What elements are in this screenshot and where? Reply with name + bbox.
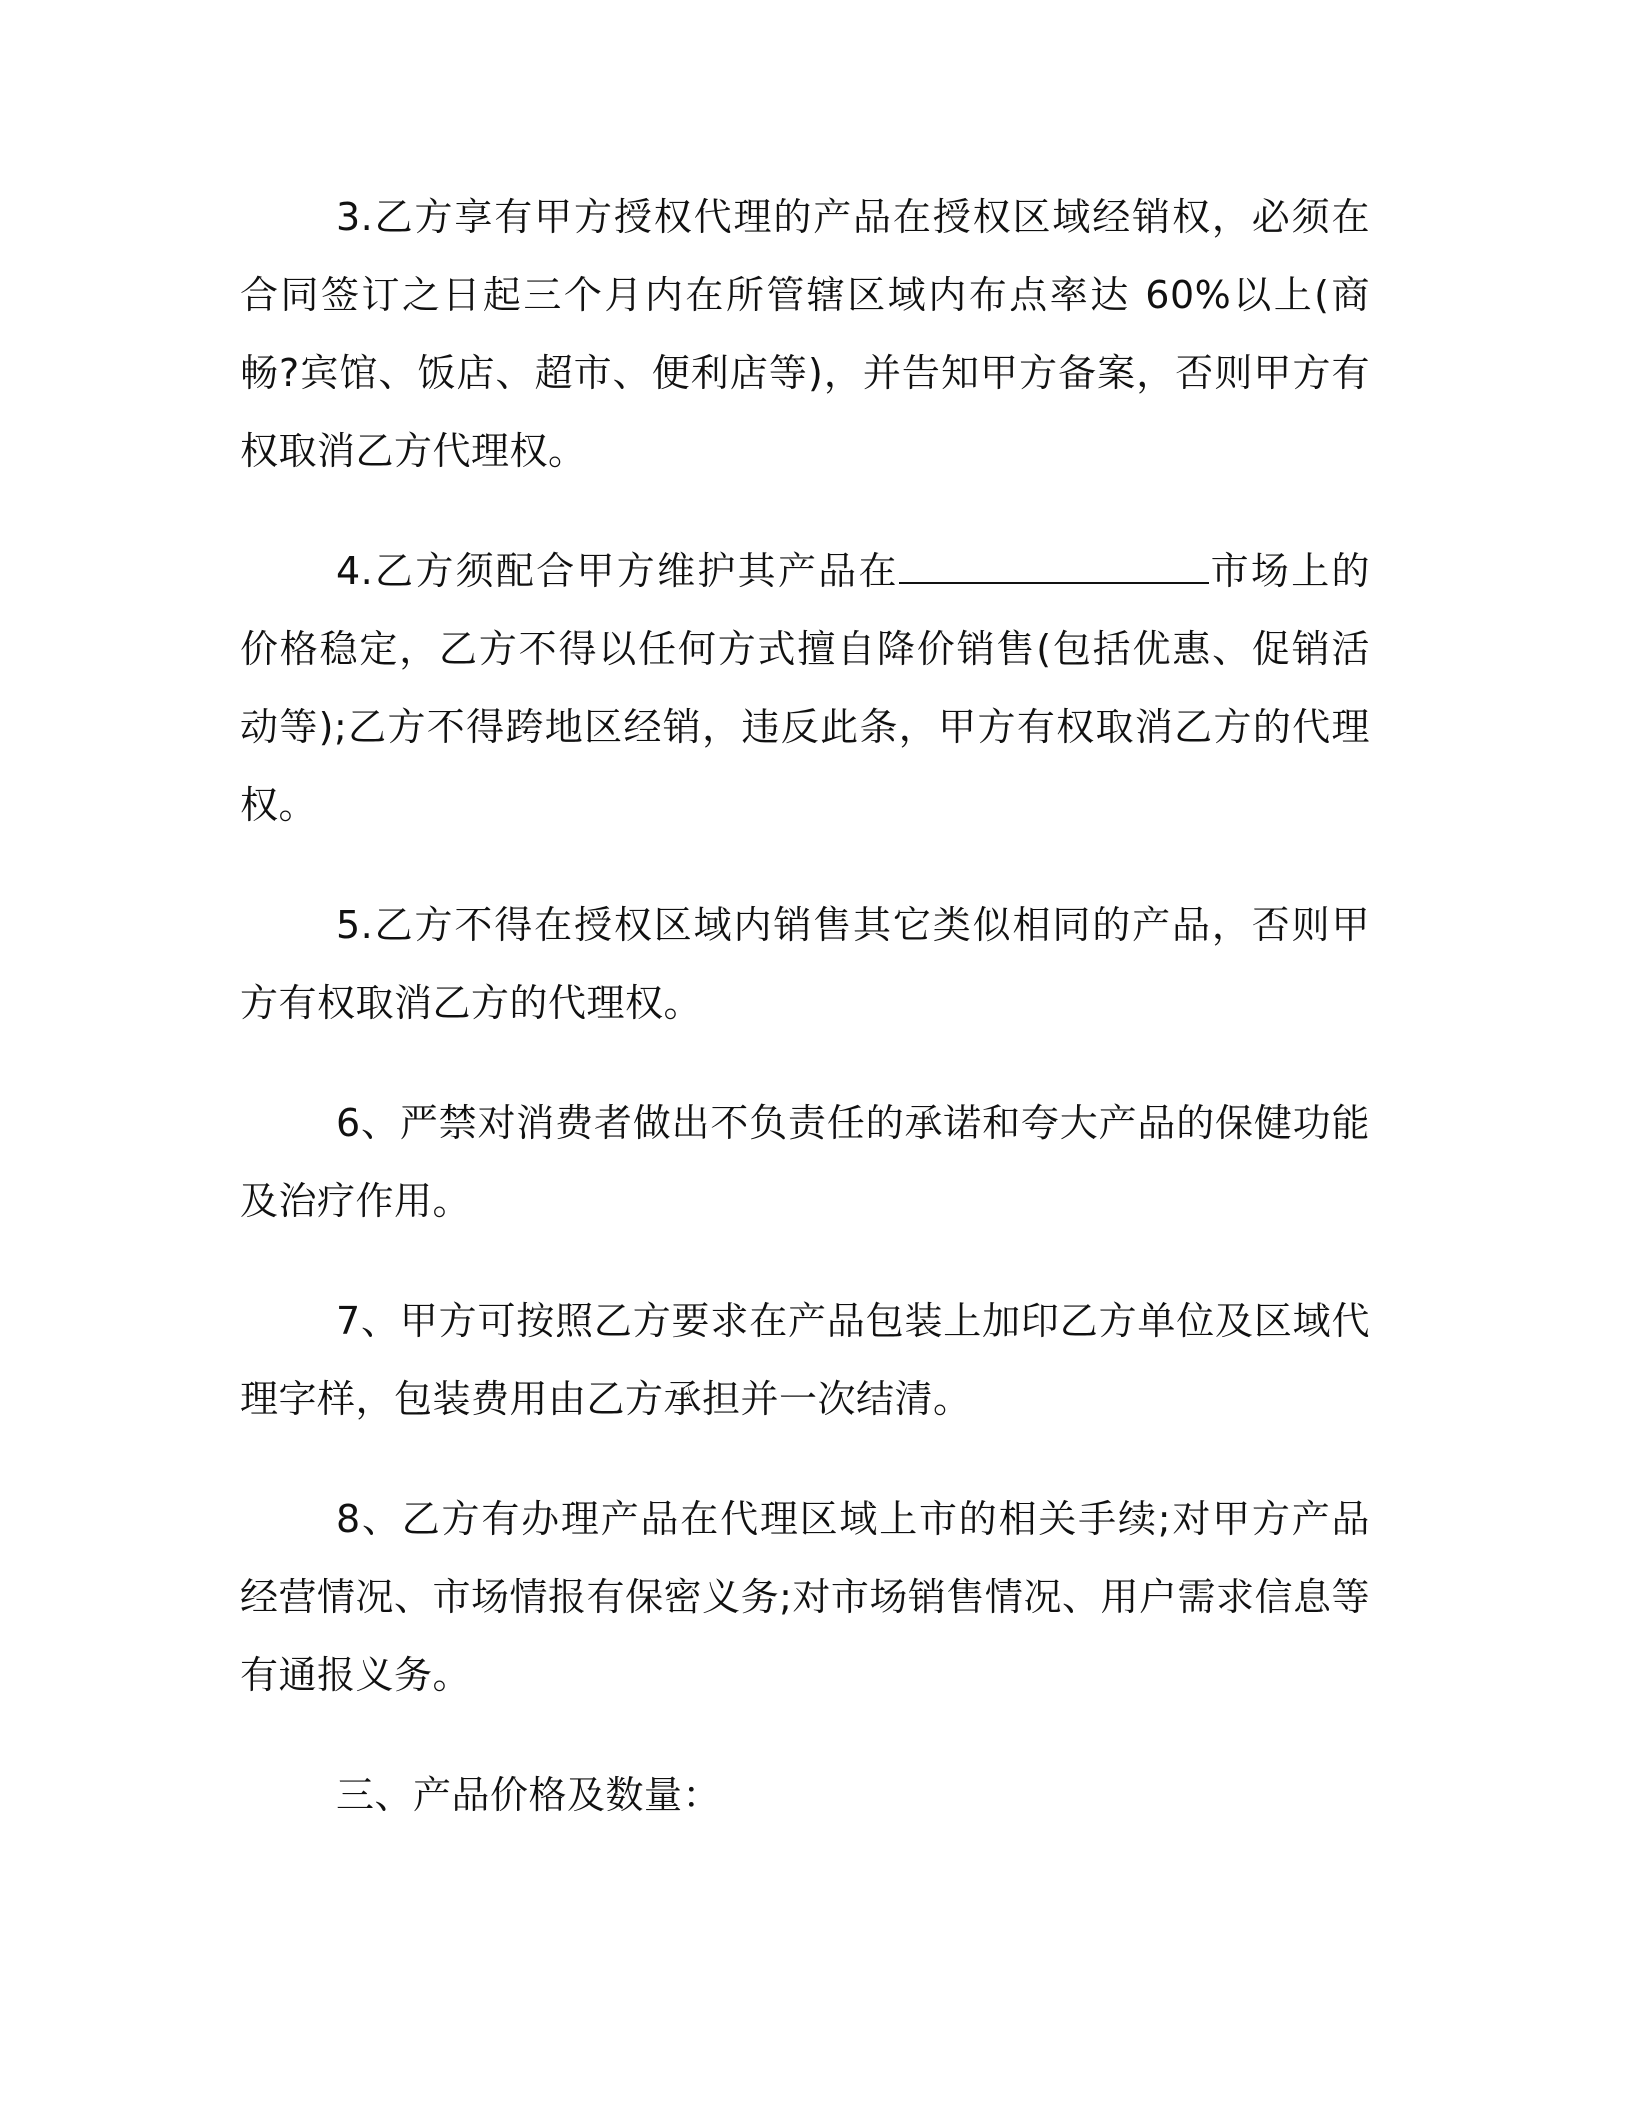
clause-8: 8、乙方有办理产品在代理区域上市的相关手续;对甲方产品经营情况、市场情报有保密义务;对市场销售情况、用户需求信息等有通报义务。 [240, 1497, 1370, 1697]
section-heading-price-quantity: 三、产品价格及数量： [336, 1773, 722, 1817]
clause-4 [240, 532, 1370, 844]
clause-5: 5.乙方不得在授权区域内销售其它类似相同的产品，否则甲方有权取消乙方的代理权。 [240, 903, 1370, 1025]
clause-7: 7、甲方可按照乙方要求在产品包装上加印乙方单位及区域代理字样，包装费用由乙方承担并一次结清。 [240, 1299, 1370, 1421]
document-body [240, 178, 1370, 1876]
clause-3: 3.乙方享有甲方授权代理的产品在授权区域经销权，必须在合同签订之日起三个月内在所管辖区域内布点率达 60%以上(商畅?宾馆、饭店、超市、便利店等)，并告知甲方备案，否则甲方有权取消乙方代理权。 [240, 195, 1370, 473]
clause-6: 6、严禁对消费者做出不负责任的承诺和夸大产品的保健功能及治疗作用。 [240, 1101, 1370, 1223]
clause-4-text-before-blank: 4.乙方须配合甲方维护其产品在 [336, 549, 899, 593]
clause-4-text-after-blank: 市场上的价格稳定，乙方不得以任何方式擅自降价销售(包括优惠、促销活动等);乙方不得跨地区经销，违反此条，甲方有权取消乙方的代理权。 [240, 549, 1370, 827]
fill-in-blank-line [899, 552, 1209, 584]
